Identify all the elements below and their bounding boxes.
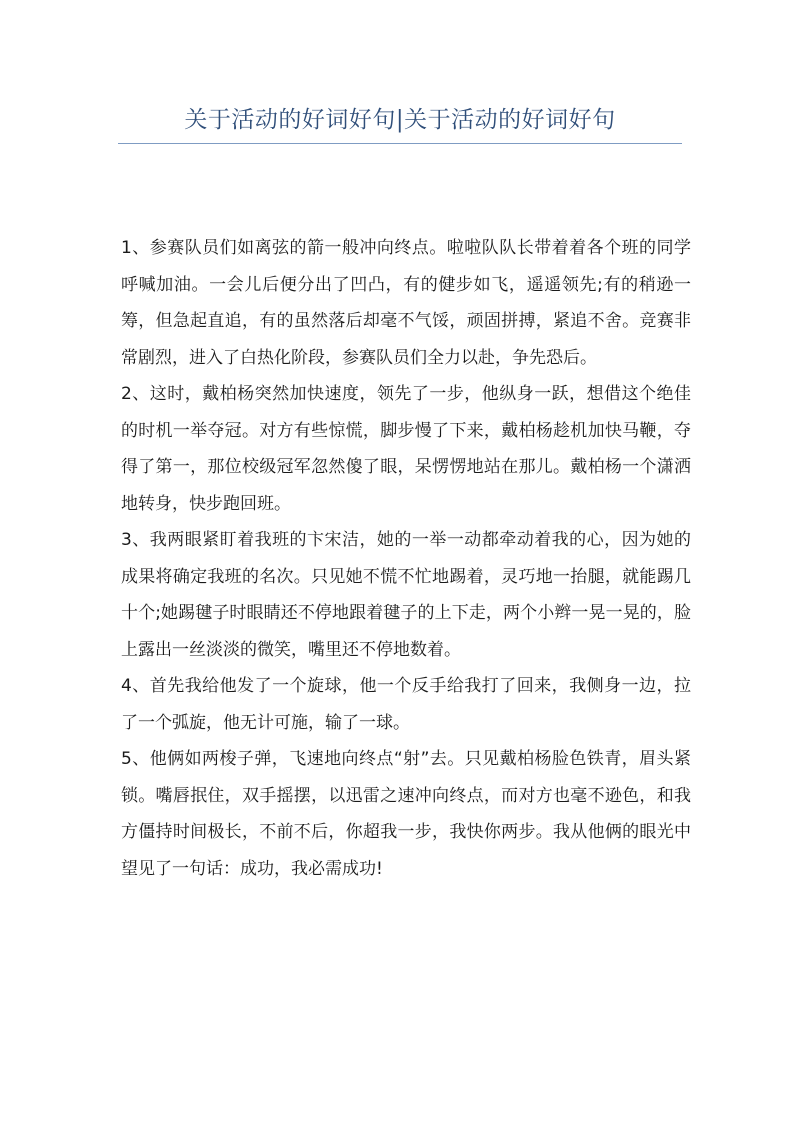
paragraph-3: 3、我两眼紧盯着我班的卞宋洁，她的一举一动都牵动着我的心，因为她的成果将确定我班的名次。只见她不慌不忙地踢着，灵巧地一抬腿，就能踢几十个;她踢毽子时眼睛还不停地跟着毽子的上下走，两个小辫一晃一晃的，脸上露出一丝淡淡的微笑，嘴里还不停地数着。 xyxy=(121,530,691,660)
paragraph-5: 5、他俩如两梭子弹，飞速地向终点“射”去。只见戴柏杨脸色铁青，眉头紧锁。嘴唇抿住，双手摇摆，以迅雷之速冲向终点，而对方也毫不逊色，和我方僵持时间极长，不前不后，你超我一步，我快你两步。我从他俩的眼光中望见了一句话：成功，我必需成功! xyxy=(121,749,691,879)
title-underline xyxy=(118,143,682,144)
document-body xyxy=(121,230,691,887)
document-title: 关于活动的好词好句|关于活动的好词好句 xyxy=(184,107,616,133)
paragraph-4: 4、首先我给他发了一个旋球，他一个反手给我打了回来，我侧身一边，拉了一个弧旋，他无计可施，输了一球。 xyxy=(121,676,691,733)
paragraph-2: 2、这时，戴柏杨突然加快速度，领先了一步，他纵身一跃，想借这个绝佳的时机一举夺冠。对方有些惊慌，脚步慢了下来，戴柏杨趁机加快马鞭，夺得了第一，那位校级冠军忽然傻了眼，呆愣愣地站在那儿。戴柏杨一个潇洒地转身，快步跑回班。 xyxy=(121,384,691,514)
paragraph-1: 1、参赛队员们如离弦的箭一般冲向终点。啦啦队队长带着着各个班的同学呼喊加油。一会儿后便分出了凹凸，有的健步如飞，遥遥领先;有的稍逊一筹，但急起直追，有的虽然落后却毫不气馁，顽固拼搏，紧追不舍。竞赛非常剧烈，进入了白热化阶段，参赛队员们全力以赴，争先恐后。 xyxy=(121,238,691,368)
